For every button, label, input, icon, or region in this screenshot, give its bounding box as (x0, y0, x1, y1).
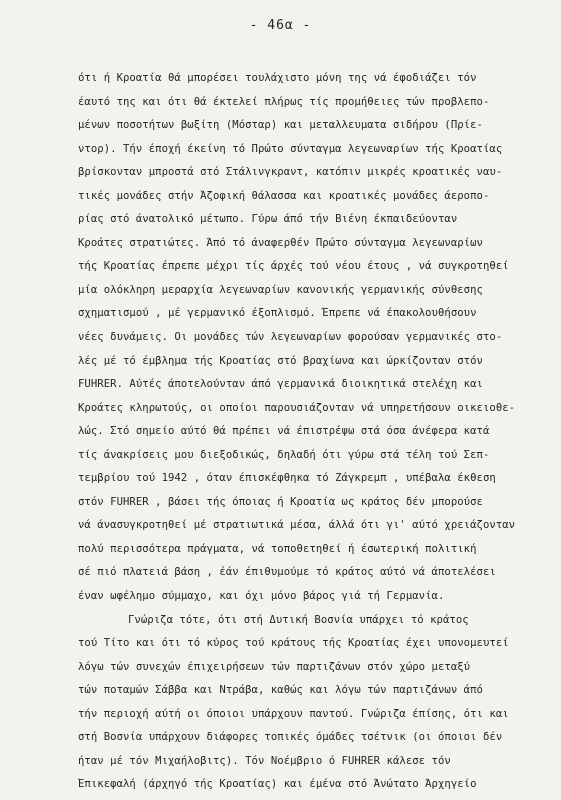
text-line: στή Βοσνία υπάρχουν διάφορες τοπικές όμάδες τσέτνικ (οι όποιοι δέν (78, 731, 503, 744)
text-line: τεμβρίου τού 1942 , όταν έπισκέφθηκα τό Ζάγκρεμπ , υπέβαλα έκθεση (78, 472, 496, 485)
text-line: ρίας στό άνατολικό μέτωπο. Γύρω άπό τήν Βιένη έκπαιδεύονταν (78, 213, 458, 226)
text-line: Έπικεφαλή (άρχηγό τής Κροατίας) και έμένα στό Άνώτατο Άρχηγείο (78, 778, 477, 791)
text-line: ήταν μέ τόν Μιχαήλοβιτς). Τόν Νοέμβριο ό FUHRER κάλεσε τόν (78, 754, 451, 767)
text-line: νά άνασυγκροτηθεί μέ στρατιωτικά μέσα, άλλά ότι γι' αύτό χρειάζονταν (78, 519, 516, 532)
text-line: βρίσκονταν μπροστά στό Στάλινγκραντ, κατόπιν μικρές κροατικές ναυ- (78, 166, 503, 179)
text-line: FUHRER. Αύτές άποτελούνταν άπό γερμανικά διοικητικά στελέχη και (78, 378, 483, 391)
document-body (78, 67, 556, 797)
text-line: τού Τίτο και ότι τό κύρος τού κράτους τής Κροατίας έχει υπονομευτεί (78, 637, 509, 650)
text-line: τών ποταμών Σάββα και Ντράβα, καθώς και λόγω τών παρτιζάνων άπό (78, 684, 483, 697)
text-line: έναν ωφέλημο σύμμαχο, και όχι μόνο βάρος γιά τή Γερμανία. (78, 590, 445, 603)
text-line: τίς άνακρίσεις μου διεξοδικώς, δηλαδή ότι γύρω στά τέλη τού Σεπ- (78, 448, 490, 461)
text-line: ντορ). Τήν έποχή έκείνη τό Πρώτο σύνταγμα λεγεωναρίων τής Κροατίας (78, 142, 503, 155)
text-line: λές μέ τό έμβλημα τής Κροατίας στό βραχίωνα και ώρκίζονταν στόν (78, 354, 483, 367)
text-line: Κροάτες κληρωτούς, οι οποίοι παρουσιάζονταν νά υπηρετήσουν οικειοθε- (78, 401, 516, 414)
text-line: Γνώριζα τότε, ότι στή Δυτική Βοσνία υπάρχει τό κράτος (128, 613, 469, 626)
text-line: μία ολόκληρη μεραρχία λεγεωναρίων κανονικής γερμανικής σύνθεσης (78, 283, 483, 296)
text-line: λώς. Στό σημείο αύτό θά πρέπει νά έπιστρέψω στά όσα άνέφερα κατά (78, 425, 490, 438)
paragraph-1 (78, 67, 556, 609)
text-line: μένων ποσοτήτων βωξίτη (Μόσταρ) και μεταλλευματα σιδήρου (Πρίε- (78, 119, 483, 132)
text-line: έαυτό της και ότι θά έκτελεί πλήρως τίς προμήθειες τών προβλεπο- (78, 95, 490, 108)
text-line: ότι ή Κροατία θά μπορέσει τουλάχιστο μόνη της νά έφοδιάζει τόν (78, 72, 477, 84)
text-line: νέες δυνάμεις. Οι μονάδες τών λεγεωναρίων φορούσαν γερμανικές στο- (78, 331, 503, 344)
text-line: τήν περιοχή αύτή οι όποιοι υπάρχουν παντού. Γνώριζα έπίσης, ότι και (78, 707, 509, 720)
text-line: σχηματισμού , μέ γερμανικό έξοπλισμό. Έπρεπε νά έπακολουθήσουν (78, 307, 477, 320)
text-line: στόν FUHRER , βάσει τής όποιας ή Κροατία ως κράτος δέν μπορούσε (78, 495, 483, 508)
text-line: σέ πιό πλατειά βάση , έάν έπιθυμούμε τό κράτος αύτό νά άποτελέσει (78, 566, 496, 579)
text-line: Κροάτες στρατιώτες. Άπό τό άναφερθέν Πρώτο σύνταγμα λεγεωναρίων (78, 236, 483, 249)
text-line: τής Κροατίας έπρεπε μέχρι τίς άρχές τού νέου έτους , νά συγκροτηθεί (78, 260, 509, 273)
paragraph-2 (78, 609, 556, 797)
text-line: τικές μονάδες στήν Άζοφική θάλασσα και κροατικές μονάδες άεροπο- (78, 189, 490, 202)
page-number: - 46α - (249, 18, 312, 33)
text-line: πολύ περισσότερα πράγματα, νά τοποθετηθεί ή έσωτερική πολιτική (78, 542, 477, 555)
text-line: λόγω τών συνεχών έπιχειρήσεων τών παρτιζάνων στόν χώρο μεταξύ (78, 660, 471, 673)
